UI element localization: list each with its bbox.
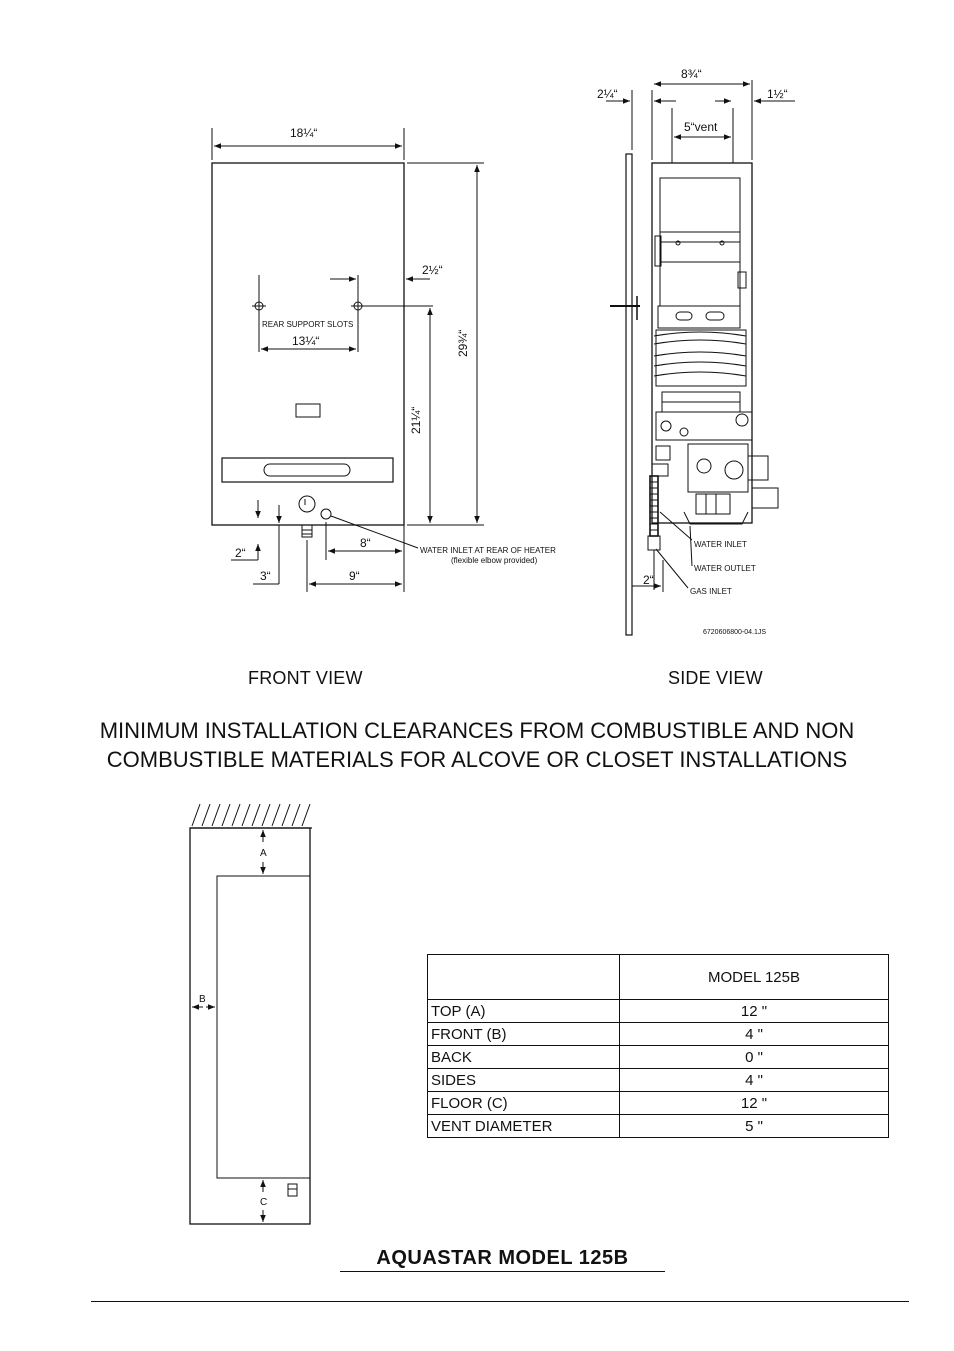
clearance-label-c: C [260,1197,268,1208]
rear-support-slots-label: REAR SUPPORT SLOTS [262,320,354,329]
rear-support-slot-right [351,275,365,352]
row-label: VENT DIAMETER [428,1115,620,1138]
table-row [428,1000,889,1023]
table-row [428,1115,889,1138]
row-label: FLOOR (C) [428,1092,620,1115]
dim-left-clearance-label: 2¼“ [597,87,618,101]
row-label: FRONT (B) [428,1023,620,1046]
dim-vent-label: 5“vent [684,120,718,134]
dim-bottom-label: 2“ [643,573,654,587]
side-gas-inlet-label: GAS INLET [690,587,732,596]
row-value: 12 " [620,1092,889,1115]
side-view-drawing [606,80,795,635]
row-value: 0 " [620,1046,889,1069]
table-header-model: MODEL 125B [620,955,889,1000]
dim-slot-height-label: 21¼“ [409,406,423,434]
table-row [428,1069,889,1092]
dim-depth-label: 8¾“ [681,67,702,81]
table-header-row [428,955,889,1000]
clearance-table [427,954,889,1138]
water-inlet-note: WATER INLET AT REAR OF HEATER [420,546,556,555]
water-inlet-subnote: (flexible elbow provided) [451,556,538,565]
footer-divider [91,1301,909,1302]
dim-9-label: 9“ [349,569,360,583]
table-row [428,1046,889,1069]
row-value: 5 " [620,1115,889,1138]
table-header-blank [428,955,620,1000]
table-row [428,1023,889,1046]
drawing-number: 6720606800-04.1JS [703,629,767,636]
row-label: SIDES [428,1069,620,1092]
clearance-label-b: B [199,994,206,1005]
side-view-label: SIDE VIEW [668,668,763,688]
row-label: TOP (A) [428,1000,620,1023]
clearances-heading-line1: MINIMUM INSTALLATION CLEARANCES FROM COMBUSTIBLE AND NON [99,718,855,743]
dim-width-label: 18¼“ [290,126,318,140]
dim-right-clearance-label: 1½“ [767,87,788,101]
side-water-outlet-label: WATER OUTLET [694,564,756,573]
model-title-underline [340,1271,665,1272]
side-water-inlet-label: WATER INLET [694,540,747,549]
dim-slot-offset-label: 2½“ [422,263,443,277]
dim-2-label: 2“ [235,546,246,560]
front-view-drawing [212,128,484,592]
dim-slot-spacing-label: 13¼“ [292,334,320,348]
dim-8-label: 8“ [360,536,371,550]
wall [626,154,632,635]
clearance-diagram [180,800,320,1230]
model-title: AQUASTAR MODEL 125B [376,1247,629,1269]
clearance-label-a: A [260,848,267,859]
front-view-dimension-labels [235,126,556,583]
row-value: 4 " [620,1023,889,1046]
clearances-heading-line2: COMBUSTIBLE MATERIALS FOR ALCOVE OR CLOSET INSTALLATIONS [106,747,848,772]
dim-3-label: 3“ [260,569,271,583]
dim-height-label: 29¾“ [456,329,470,357]
table-row [428,1092,889,1115]
row-value: 4 " [620,1069,889,1092]
installation-drawings [0,0,954,660]
row-label: BACK [428,1046,620,1069]
front-view-label: FRONT VIEW [248,668,363,688]
row-value: 12 " [620,1000,889,1023]
rear-support-slot-left [252,275,266,352]
